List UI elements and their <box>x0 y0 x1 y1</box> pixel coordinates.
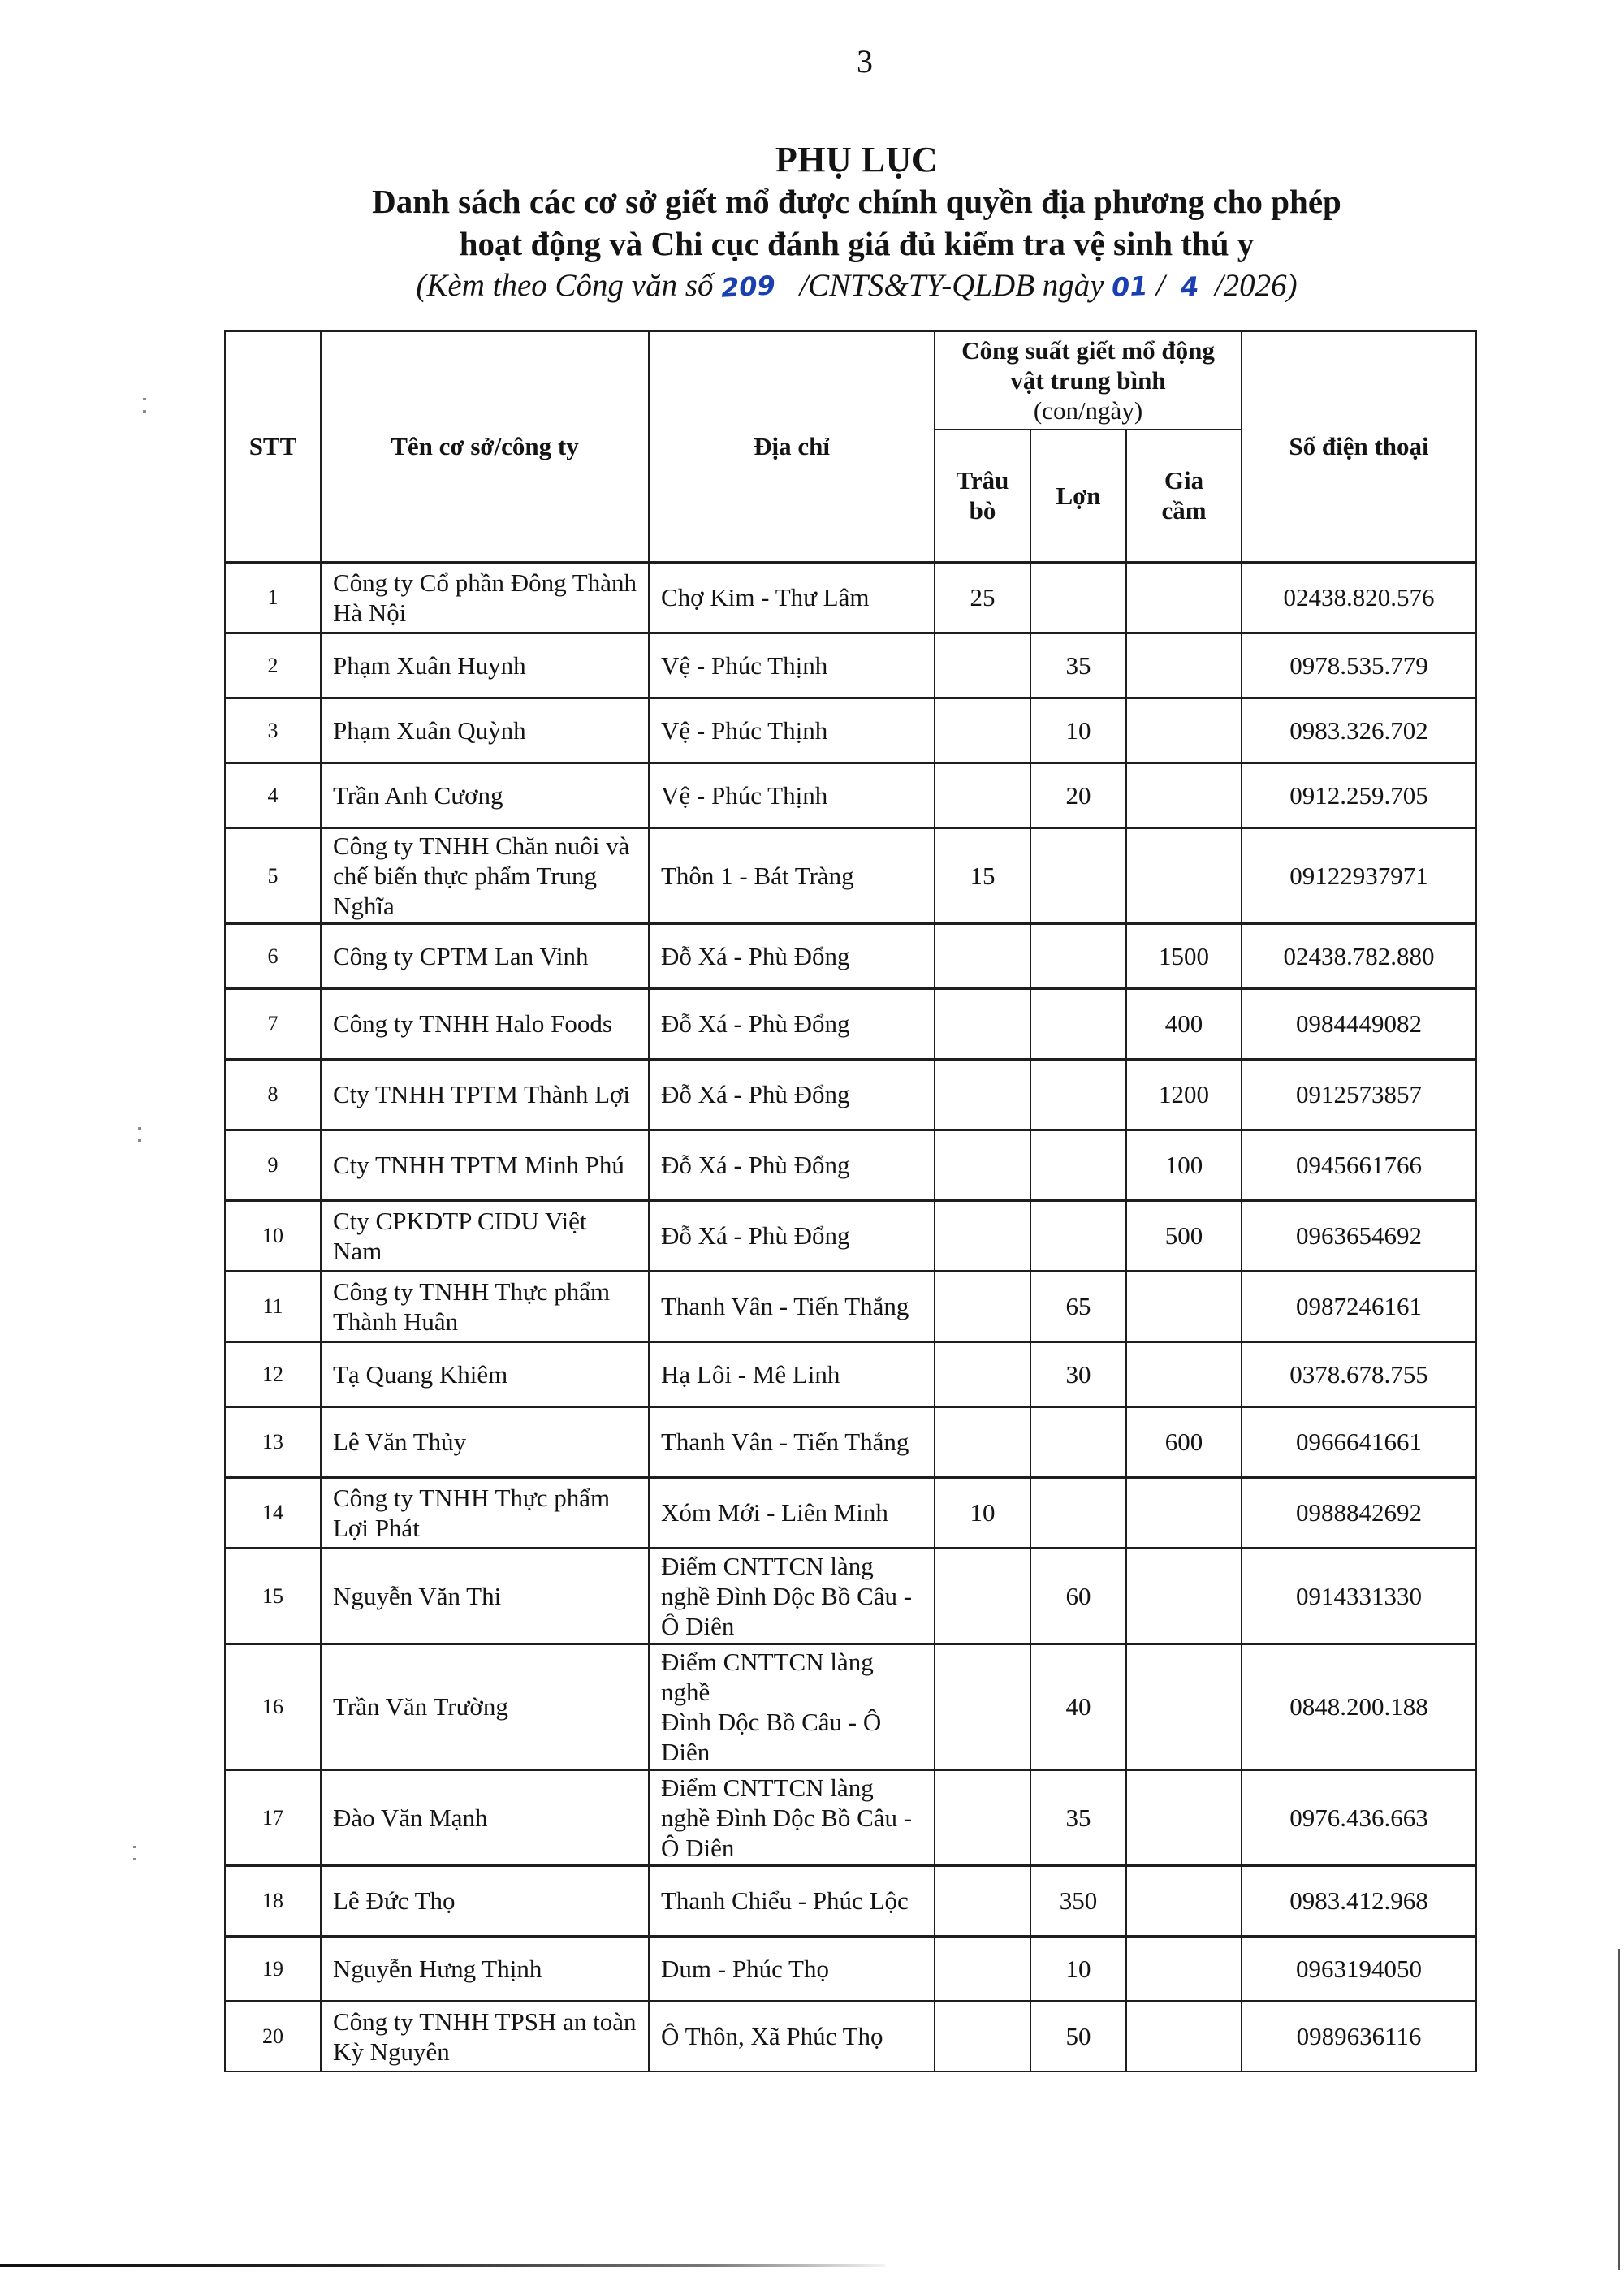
facility-name: Phạm Xuân Huynh <box>321 633 649 698</box>
facility-address: Điểm CNTTCN làng nghề Đình Dộc Bồ Câu - Ô Diên <box>649 1548 935 1644</box>
capacity-pig <box>1030 988 1126 1059</box>
capacity-poultry <box>1126 1548 1242 1644</box>
facility-name: Công ty TNHH Halo Foods <box>321 988 649 1059</box>
capacity-pig <box>1030 1477 1126 1548</box>
capacity-poultry <box>1126 1477 1242 1548</box>
capacity-poultry <box>1126 1341 1242 1406</box>
capacity-poultry <box>1126 827 1242 923</box>
facility-address: Vệ - Phúc Thịnh <box>649 698 935 763</box>
facility-name: Trần Anh Cương <box>321 763 649 827</box>
capacity-cattle <box>935 1865 1030 1936</box>
handwritten-month: 4 <box>1180 270 1200 303</box>
capacity-cattle <box>935 633 1030 698</box>
phone-number: 0983.412.968 <box>1242 1865 1476 1936</box>
facility-name: Nguyễn Hưng Thịnh <box>321 1936 649 2001</box>
phone-number: 0984449082 <box>1242 988 1476 1059</box>
facility-address: Ô Thôn, Xã Phúc Thọ <box>649 2001 935 2072</box>
capacity-pig: 50 <box>1030 2001 1126 2072</box>
facility-address: Thanh Vân - Tiến Thắng <box>649 1406 935 1477</box>
scan-artifact-mark <box>143 398 146 413</box>
phone-number: 0966641661 <box>1242 1406 1476 1477</box>
capacity-pig <box>1030 1200 1126 1271</box>
table-row <box>225 1548 1476 1644</box>
facility-address: Vệ - Phúc Thịnh <box>649 633 935 698</box>
phone-number: 02438.820.576 <box>1242 562 1476 633</box>
table-body <box>225 562 1476 2072</box>
facility-address: Điểm CNTTCN làng nghề Đình Dộc Bồ Câu - Ô Diên <box>649 1644 935 1769</box>
capacity-poultry <box>1126 1271 1242 1341</box>
capacity-cattle <box>935 1059 1030 1130</box>
facility-name: Công ty TNHH Chăn nuôi và chế biến thực phẩm Trung Nghĩa <box>321 827 649 923</box>
facility-address: Vệ - Phúc Thịnh <box>649 763 935 827</box>
capacity-pig: 10 <box>1030 1936 1126 2001</box>
capacity-poultry: 600 <box>1126 1406 1242 1477</box>
column-header-address: Địa chỉ <box>649 331 935 562</box>
capacity-cattle: 10 <box>935 1477 1030 1548</box>
appendix-title: PHỤ LỤC <box>775 140 939 179</box>
capacity-cattle <box>935 1200 1030 1271</box>
slaughterhouse-table <box>224 330 1477 2072</box>
row-number: 10 <box>225 1200 321 1271</box>
handwritten-document-number: 209 <box>720 270 777 304</box>
capacity-poultry <box>1126 562 1242 633</box>
capacity-cattle <box>935 923 1030 988</box>
column-header-name: Tên cơ sở/công ty <box>321 331 649 562</box>
cattle-line-2: bò <box>969 496 996 525</box>
page-number: 3 <box>857 43 873 80</box>
appendix-subtitle-line-1: Danh sách các cơ sở giết mổ được chính quyền địa phương cho phép <box>372 183 1341 220</box>
phone-number: 0848.200.188 <box>1242 1644 1476 1769</box>
capacity-poultry <box>1126 1865 1242 1936</box>
capacity-cattle <box>935 1644 1030 1769</box>
table-row <box>225 1936 1476 2001</box>
facility-name: Công ty Cổ phần Đông Thành Hà Nội <box>321 562 649 633</box>
column-header-stt: STT <box>225 331 321 562</box>
facility-address: Đỗ Xá - Phù Đổng <box>649 1059 935 1130</box>
phone-number: 0983.326.702 <box>1242 698 1476 763</box>
capacity-poultry <box>1126 698 1242 763</box>
facility-address: Thanh Vân - Tiến Thắng <box>649 1271 935 1341</box>
column-header-cattle <box>935 430 1030 562</box>
row-number: 16 <box>225 1644 321 1769</box>
row-number: 20 <box>225 2001 321 2072</box>
capacity-pig <box>1030 1406 1126 1477</box>
capacity-pig: 65 <box>1030 1271 1126 1341</box>
phone-number: 0987246161 <box>1242 1271 1476 1341</box>
table-row <box>225 1271 1476 1341</box>
table-row <box>225 1644 1476 1769</box>
capacity-pig: 40 <box>1030 1644 1126 1769</box>
row-number: 7 <box>225 988 321 1059</box>
capacity-pig <box>1030 923 1126 988</box>
facility-address: Thôn 1 - Bát Tràng <box>649 827 935 923</box>
phone-number: 0978.535.779 <box>1242 633 1476 698</box>
table-row <box>225 1059 1476 1130</box>
phone-number: 09122937971 <box>1242 827 1476 923</box>
capacity-cattle <box>935 1548 1030 1644</box>
table-row <box>225 1406 1476 1477</box>
facility-address: Dum - Phúc Thọ <box>649 1936 935 2001</box>
table-row <box>225 698 1476 763</box>
column-header-poultry <box>1126 430 1242 562</box>
capacity-group-unit: (con/ngày) <box>1033 396 1143 425</box>
row-number: 5 <box>225 827 321 923</box>
phone-number: 0989636116 <box>1242 2001 1476 2072</box>
capacity-poultry: 1500 <box>1126 923 1242 988</box>
phone-number: 0988842692 <box>1242 1477 1476 1548</box>
capacity-poultry <box>1126 633 1242 698</box>
appendix-subtitle-line-2: hoạt động và Chi cục đánh giá đủ kiểm tra vệ sinh thú y <box>459 225 1255 262</box>
capacity-poultry <box>1126 1769 1242 1865</box>
capacity-poultry: 1200 <box>1126 1059 1242 1130</box>
row-number: 9 <box>225 1130 321 1200</box>
poultry-line-1: Gia <box>1164 466 1204 495</box>
facility-address: Đỗ Xá - Phù Đổng <box>649 1130 935 1200</box>
facility-address: Đỗ Xá - Phù Đổng <box>649 988 935 1059</box>
capacity-cattle <box>935 2001 1030 2072</box>
facility-address: Chợ Kim - Thư Lâm <box>649 562 935 633</box>
title-block <box>235 140 1478 308</box>
column-group-capacity <box>935 331 1242 430</box>
scan-artifact-mark <box>138 1127 141 1142</box>
table-row <box>225 1130 1476 1200</box>
facility-address: Đỗ Xá - Phù Đổng <box>649 923 935 988</box>
table-row <box>225 763 1476 827</box>
row-number: 18 <box>225 1865 321 1936</box>
phone-number: 0963194050 <box>1242 1936 1476 2001</box>
capacity-poultry: 400 <box>1126 988 1242 1059</box>
row-number: 4 <box>225 763 321 827</box>
facility-address: Đỗ Xá - Phù Đổng <box>649 1200 935 1271</box>
facility-name: Công ty TNHH TPSH an toàn Kỳ Nguyên <box>321 2001 649 2072</box>
reference-middle: /CNTS&TY-QLDB ngày <box>775 268 1112 303</box>
row-number: 6 <box>225 923 321 988</box>
row-number: 13 <box>225 1406 321 1477</box>
capacity-poultry <box>1126 1644 1242 1769</box>
facility-name: Công ty CPTM Lan Vinh <box>321 923 649 988</box>
phone-number: 0912.259.705 <box>1242 763 1476 827</box>
phone-number: 0976.436.663 <box>1242 1769 1476 1865</box>
capacity-poultry <box>1126 1936 1242 2001</box>
row-number: 14 <box>225 1477 321 1548</box>
capacity-poultry <box>1126 2001 1242 2072</box>
capacity-pig: 10 <box>1030 698 1126 763</box>
capacity-poultry: 100 <box>1126 1130 1242 1200</box>
footer-divider <box>0 2264 885 2267</box>
facility-address: Thanh Chiểu - Phúc Lộc <box>649 1865 935 1936</box>
capacity-pig: 35 <box>1030 1769 1126 1865</box>
reference-suffix: /2026) <box>1199 268 1298 303</box>
reference-prefix: (Kèm theo Công văn số <box>416 268 722 303</box>
capacity-group-line-2: vật trung bình <box>1010 366 1166 395</box>
table-row <box>225 1865 1476 1936</box>
capacity-cattle: 15 <box>935 827 1030 923</box>
scan-edge-line <box>1618 1949 1620 2270</box>
capacity-group-line-1: Công suất giết mổ động <box>961 336 1215 365</box>
capacity-cattle <box>935 1271 1030 1341</box>
phone-number: 0914331330 <box>1242 1548 1476 1644</box>
row-number: 15 <box>225 1548 321 1644</box>
facility-address: Hạ Lôi - Mê Linh <box>649 1341 935 1406</box>
row-number: 3 <box>225 698 321 763</box>
facility-name: Cty TNHH TPTM Thành Lợi <box>321 1059 649 1130</box>
reference-slash: / <box>1147 268 1181 303</box>
capacity-cattle <box>935 1130 1030 1200</box>
facility-name: Nguyễn Văn Thi <box>321 1548 649 1644</box>
facility-name: Tạ Quang Khiêm <box>321 1341 649 1406</box>
facility-name: Lê Văn Thủy <box>321 1406 649 1477</box>
table-row <box>225 923 1476 988</box>
phone-number: 02438.782.880 <box>1242 923 1476 988</box>
row-number: 8 <box>225 1059 321 1130</box>
row-number: 19 <box>225 1936 321 2001</box>
row-number: 11 <box>225 1271 321 1341</box>
facility-name: Cty TNHH TPTM Minh Phú <box>321 1130 649 1200</box>
capacity-poultry <box>1126 763 1242 827</box>
cattle-line-1: Trâu <box>956 466 1009 495</box>
capacity-pig <box>1030 827 1126 923</box>
capacity-cattle <box>935 1769 1030 1865</box>
capacity-pig: 20 <box>1030 763 1126 827</box>
table-row <box>225 633 1476 698</box>
table-row <box>225 2001 1476 2072</box>
facility-name: Trần Văn Trường <box>321 1644 649 1769</box>
table-row <box>225 988 1476 1059</box>
table-row <box>225 1341 1476 1406</box>
document-reference <box>235 265 1478 308</box>
handwritten-day: 01 <box>1111 270 1149 304</box>
facility-name: Công ty TNHH Thực phẩm Thành Huân <box>321 1271 649 1341</box>
row-number: 1 <box>225 562 321 633</box>
capacity-cattle <box>935 1406 1030 1477</box>
capacity-pig <box>1030 1059 1126 1130</box>
phone-number: 0945661766 <box>1242 1130 1476 1200</box>
scan-artifact-mark <box>133 1846 136 1860</box>
facility-name: Công ty TNHH Thực phẩm Lợi Phát <box>321 1477 649 1548</box>
facility-name: Đào Văn Mạnh <box>321 1769 649 1865</box>
capacity-pig <box>1030 562 1126 633</box>
row-number: 12 <box>225 1341 321 1406</box>
capacity-cattle <box>935 988 1030 1059</box>
capacity-cattle <box>935 1936 1030 2001</box>
capacity-pig: 30 <box>1030 1341 1126 1406</box>
phone-number: 0378.678.755 <box>1242 1341 1476 1406</box>
facility-name: Cty CPKDTP CIDU Việt Nam <box>321 1200 649 1271</box>
capacity-pig <box>1030 1130 1126 1200</box>
table-row <box>225 827 1476 923</box>
table-header <box>225 331 1476 562</box>
facility-name: Phạm Xuân Quỳnh <box>321 698 649 763</box>
poultry-line-2: cầm <box>1161 496 1207 525</box>
table-row <box>225 1769 1476 1865</box>
capacity-pig: 60 <box>1030 1548 1126 1644</box>
capacity-pig: 350 <box>1030 1865 1126 1936</box>
table-row <box>225 1200 1476 1271</box>
capacity-cattle <box>935 763 1030 827</box>
phone-number: 0963654692 <box>1242 1200 1476 1271</box>
facility-address: Điểm CNTTCN làng nghề Đình Dộc Bồ Câu - Ô Diên <box>649 1769 935 1865</box>
column-header-phone: Số điện thoại <box>1242 331 1476 562</box>
capacity-cattle: 25 <box>935 562 1030 633</box>
table-row <box>225 562 1476 633</box>
column-header-pig: Lợn <box>1030 430 1126 562</box>
row-number: 2 <box>225 633 321 698</box>
phone-number: 0912573857 <box>1242 1059 1476 1130</box>
table-row <box>225 1477 1476 1548</box>
facility-name: Lê Đức Thọ <box>321 1865 649 1936</box>
facility-address: Xóm Mới - Liên Minh <box>649 1477 935 1548</box>
row-number: 17 <box>225 1769 321 1865</box>
capacity-cattle <box>935 1341 1030 1406</box>
capacity-poultry: 500 <box>1126 1200 1242 1271</box>
capacity-pig: 35 <box>1030 633 1126 698</box>
capacity-cattle <box>935 698 1030 763</box>
